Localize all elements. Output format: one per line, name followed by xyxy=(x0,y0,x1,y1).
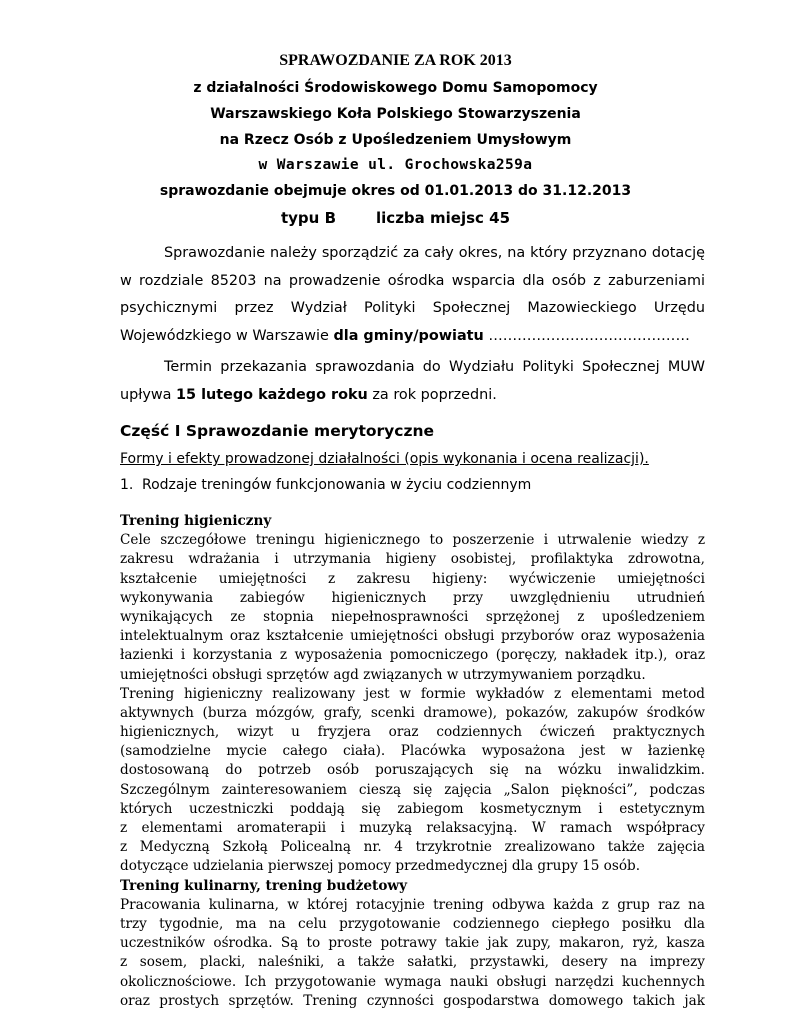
intro-paragraph-2 xyxy=(120,354,705,409)
body-line: których uczestniczki poddają się zabiegom kosmetycznym i estetycznym xyxy=(120,800,705,817)
body-line: dostosowaną do potrzeb osób poruszających się na wózku inwalidzkim. xyxy=(120,762,705,779)
places-label: liczba miejsc 45 xyxy=(376,209,511,227)
header-line-address: w Warszawie ul. Grochowska259a xyxy=(258,157,533,173)
culinary-training-heading: Trening kulinarny, trening budżetowy xyxy=(120,877,408,894)
body-line: z Medyczną Szkołą Policealną nr. 4 trzykrotnie zrealizowano także zajęcia xyxy=(120,839,705,856)
body-line: zakresu wdrażania i utrzymania higieny osobistej, profilaktyka zdrowotna, xyxy=(120,551,705,568)
body-line: wynikających ze stopnia niepełnosprawności sprzężonej z upośledzeniem xyxy=(120,608,705,625)
intro-line: Termin przekazania sprawozdania do Wydziału Polityki Społecznej MUW xyxy=(164,359,705,375)
intro-line: psychicznymi przez Wydział Polityki Społecznej Mazowieckiego Urzędu xyxy=(120,300,705,317)
body-line: okolicznościowe. Ich przygotowanie wymaga nauki obsługi narzędzi kuchennych xyxy=(120,973,705,990)
intro-paragraph-1 xyxy=(120,240,705,351)
header-line-association: Warszawskiego Koła Polskiego Stowarzyszenia xyxy=(210,106,581,122)
body-line: Szczególnym zainteresowaniem cieszą się zajęcia „Salon piękności”, podczas xyxy=(120,781,705,798)
intro-line: w rozdziale 85203 na prowadzenie ośrodka wsparcia dla osób z zaburzeniami xyxy=(120,272,705,289)
section-heading: Część I Sprawozdanie merytoryczne xyxy=(120,422,435,440)
gmina-powiat-label: dla gminy/powiatu xyxy=(333,328,484,345)
body-line: Pracowania kulinarna, w której rotacyjnie trening odbywa każda z grup raz na xyxy=(120,896,705,913)
hygiene-training-heading: Trening higieniczny xyxy=(120,513,272,529)
body-line: (samodzielne mycie całego ciała). Placówka wyposażona jest w łazienkę xyxy=(120,743,705,760)
body-line: Cele szczegółowe treningu higienicznego to poszerzenie i utrwalenie wiedzy z xyxy=(120,532,705,549)
body-line: oraz prostych sprzętów. Trening czynności gospodarstwa domowego takich jak xyxy=(120,992,705,1009)
list-item-text: Rodzaje treningów funkcjonowania w życiu codziennym xyxy=(142,477,532,493)
forms-subheading: Formy i efekty prowadzonej działalności (opis wykonania i ocena realizacji). xyxy=(120,451,649,467)
culinary-paragraph xyxy=(120,896,705,1011)
body-line: uczestników ośrodka. Są to proste potrawy takie jak zupy, makaron, ryż, kasza xyxy=(120,935,705,952)
deadline-label: 15 lutego każdego roku xyxy=(176,386,368,403)
body-line: trzy tygodnie, ma na celu przygotowanie codziennego ciepłego posiłku dla xyxy=(120,915,705,932)
hygiene-paragraph-2 xyxy=(120,685,705,858)
body-line: wykonywania zabiegów higienicznych przy uwzględnieniu utrudnień xyxy=(120,589,705,606)
body-line: aktywnych (burza mózgów, grafy, scenki dramowe), pokazów, zakupów środków xyxy=(120,704,705,721)
body-line: z sosem, placki, naleśniki, a także sałatki, przystawki, desery na imprezy xyxy=(120,954,705,971)
intro-line: Sprawozdanie należy sporządzić za cały okres, na który przyznano dotację xyxy=(164,245,705,261)
report-title: SPRAWOZDANIE ZA ROK 2013 xyxy=(279,52,512,69)
training-description xyxy=(120,512,705,1011)
body-line: Trening higieniczny realizowany jest w formie wykładów z elementami metod xyxy=(120,685,705,702)
header-line-period: sprawozdanie obejmuje okres od 01.01.2013 do 31.12.2013 xyxy=(159,183,632,199)
hygiene-paragraph-1 xyxy=(120,531,705,665)
header-line-organization: z działalności Środowiskowego Domu Samopomocy xyxy=(193,80,598,96)
header-line-type xyxy=(0,209,791,227)
body-line: z elementami aromaterapii i muzyką relaksacyjną. W ramach współpracy xyxy=(120,820,705,836)
body-line: higienicznych, wizyt u fryzjera oraz codziennych ćwiczeń praktycznych xyxy=(120,724,705,741)
intro-line: upływa 15 lutego każdego roku za rok poprzedni. xyxy=(120,386,497,403)
body-line: intelektualnym oraz kształcenie umiejętności obsługi przyborów oraz wyposażenia xyxy=(120,628,705,645)
body-line: łazienki i korzystania z wyposażenia pomocniczego (poręczy, nakładek itp.), oraz xyxy=(120,647,705,664)
body-line: dotyczące udzielania pierwszej pomocy przedmedycznej dla grupy 15 osób. xyxy=(120,858,641,875)
header-line-purpose: na Rzecz Osób z Upośledzeniem Umysłowym xyxy=(219,132,572,148)
list-item-1 xyxy=(120,477,531,493)
list-number: 1. xyxy=(120,477,134,493)
type-label: typu B xyxy=(280,209,337,227)
body-line: umiejętności obsługi sprzętów agd związanych w utrzymywaniem porządku. xyxy=(120,666,646,683)
body-line: kształcenie umiejętności z zakresu higieny: wyćwiczenie umiejętności xyxy=(120,570,705,587)
intro-line: Wojewódzkiego w Warszawie dla gminy/powiatu …………………………………… xyxy=(120,328,690,345)
